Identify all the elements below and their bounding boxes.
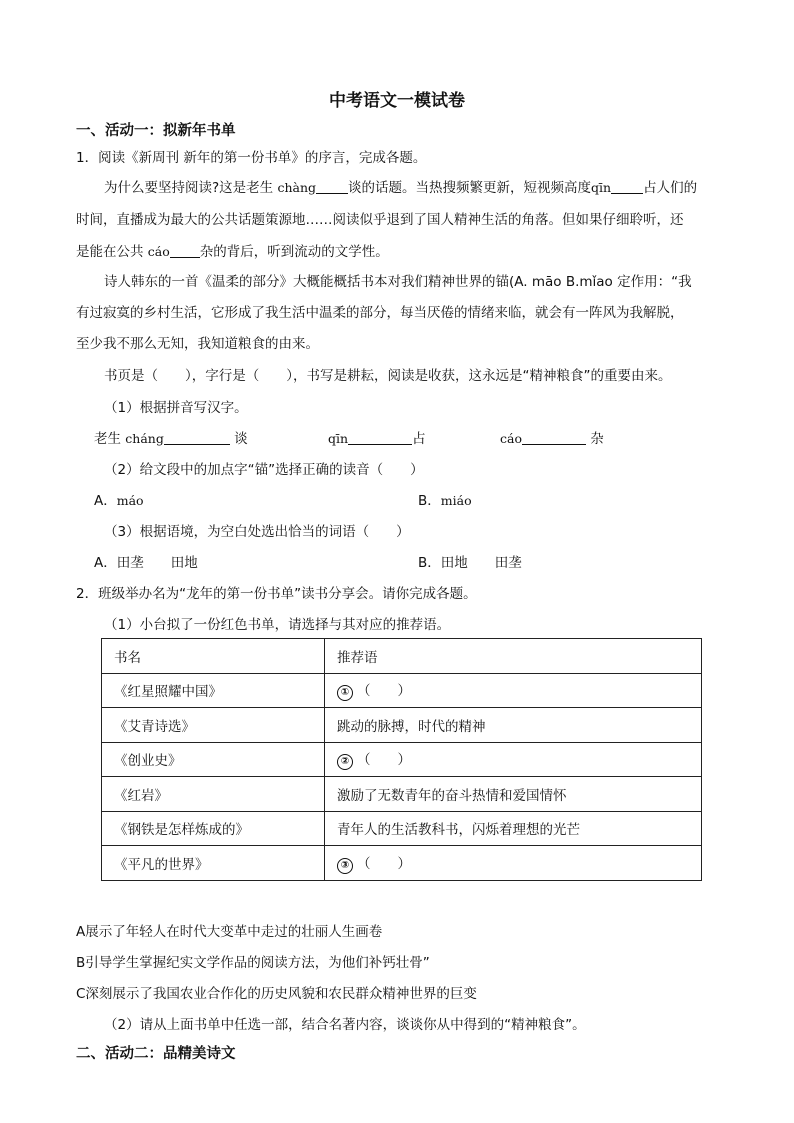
q2-option-a: A展示了年轻人在时代大变革中走过的壮丽人生画卷 bbox=[76, 924, 383, 940]
pinyin: cháng bbox=[125, 431, 164, 446]
q2-option-b: B引导学生掌握纪实文学作品的阅读方法，为他们补钙壮骨” bbox=[76, 955, 430, 971]
q2-sub1: （1）小台拟了一份红色书单，请选择与其对应的推荐语。 bbox=[104, 617, 451, 633]
table-cell-book: 《红岩》 bbox=[102, 777, 325, 812]
q2-option-c: C深刻展示了我国农业合作化的历史风貌和农民群众精神世界的巨变 bbox=[76, 986, 477, 1002]
table-cell-book: 《平凡的世界》 bbox=[102, 846, 325, 881]
passage-p2-line3: 至少我不那么无知，我知道粮食的由来。 bbox=[76, 336, 319, 352]
table-row bbox=[102, 673, 702, 708]
table-row bbox=[102, 742, 702, 777]
pinyin: chàng bbox=[277, 180, 317, 195]
q1-sub1-item-c bbox=[500, 427, 604, 447]
q1-sub1: （1）根据拼音写汉字。 bbox=[104, 400, 248, 416]
passage-p2-line1: 诗人韩东的一首《温柔的部分》大概能概括书本对我们精神世界的锚(A. māo B.mǐao 定作用：“我 bbox=[104, 274, 692, 290]
answer-blank[interactable] bbox=[164, 430, 230, 445]
table-header-row bbox=[102, 639, 702, 674]
passage-text: 杂的背后，听到流动的文学性。 bbox=[199, 244, 389, 260]
table-cell-book: 《艾青诗选》 bbox=[102, 708, 325, 743]
q1-sub2-option-b[interactable] bbox=[418, 489, 472, 509]
option-label: B． bbox=[418, 493, 441, 509]
table-header-recommendation: 推荐语 bbox=[325, 639, 702, 674]
table-header-book: 书名 bbox=[102, 639, 325, 674]
table-row bbox=[102, 708, 702, 743]
number-marker: ③ bbox=[337, 858, 353, 874]
option-text: miáo bbox=[440, 493, 472, 508]
book-list-table bbox=[101, 638, 702, 881]
passage-text: 为什么要坚持阅读?这是老生 bbox=[104, 180, 274, 196]
option-label: A． bbox=[94, 493, 117, 509]
q1-sub3-option-b[interactable]: B．田地 田垄 bbox=[418, 555, 522, 571]
passage-p1-line1 bbox=[104, 176, 697, 196]
answer-blank[interactable]: （ ） bbox=[357, 752, 411, 769]
table-cell-recommendation[interactable] bbox=[325, 846, 702, 881]
q1-sub3-option-a[interactable]: A．田垄 田地 bbox=[94, 555, 198, 571]
passage-text: 是能在公共 bbox=[76, 244, 144, 260]
table-cell-book: 《红星照耀中国》 bbox=[102, 673, 325, 708]
number-marker: ① bbox=[337, 685, 353, 701]
table-cell-book: 《钢铁是怎样炼成的》 bbox=[102, 811, 325, 846]
pinyin: qīn bbox=[591, 180, 612, 195]
answer-blank[interactable]: （ ） bbox=[357, 683, 411, 700]
q1-sub2: （2）给文段中的加点字“锚”选择正确的读音（ ） bbox=[104, 462, 424, 478]
table-row bbox=[102, 846, 702, 881]
blank-line bbox=[316, 179, 348, 194]
pinyin: qīn bbox=[328, 431, 349, 446]
q1-sub1-item-a bbox=[94, 427, 248, 447]
table-cell-recommendation[interactable] bbox=[325, 673, 702, 708]
q2-sub2: （2）请从上面书单中任选一部，结合名著内容，谈谈你从中得到的“精神粮食”。 bbox=[104, 1017, 586, 1033]
item-text: 杂 bbox=[590, 431, 604, 447]
table-row bbox=[102, 811, 702, 846]
table-row bbox=[102, 777, 702, 812]
table-cell-recommendation: 跳动的脉搏，时代的精神 bbox=[325, 708, 702, 743]
item-text: 占 bbox=[412, 431, 426, 447]
q1-sub1-item-b bbox=[328, 427, 426, 447]
item-text: 谈 bbox=[234, 431, 248, 447]
q1-sub2-option-a[interactable] bbox=[94, 489, 144, 509]
answer-blank[interactable] bbox=[522, 430, 586, 445]
passage-p3: 书页是（ ），字行是（ ），书写是耕耘，阅读是收获，这永远是“精神粮食”的重要由来。 bbox=[104, 368, 672, 384]
table-cell-book: 《创业史》 bbox=[102, 742, 325, 777]
section-heading-1: 一、活动一：拟新年书单 bbox=[76, 123, 236, 139]
passage-p1-line3 bbox=[76, 240, 389, 260]
passage-p1-line2: 时间，直播成为最大的公共话题策源地……阅读似乎退到了国人精神生活的角落。但如果仔细聆听，还 bbox=[76, 212, 684, 228]
page-title: 中考语文一模试卷 bbox=[329, 91, 465, 111]
pinyin: cáo bbox=[500, 431, 522, 446]
passage-text: 谈的话题。当热搜频繁更新，短视频高度 bbox=[348, 180, 592, 196]
question-1-stem: 1．阅读《新周刊 新年的第一份书单》的序言，完成各题。 bbox=[76, 150, 427, 166]
table-cell-recommendation[interactable] bbox=[325, 742, 702, 777]
blank-line bbox=[170, 243, 200, 258]
table-cell-recommendation: 激励了无数青年的奋斗热情和爱国情怀 bbox=[325, 777, 702, 812]
answer-blank[interactable]: （ ） bbox=[357, 855, 411, 872]
blank-line bbox=[611, 179, 643, 194]
table-cell-recommendation: 青年人的生活教科书，闪烁着理想的光芒 bbox=[325, 811, 702, 846]
q1-sub3: （3）根据语境，为空白处选出恰当的词语（ ） bbox=[104, 524, 410, 540]
answer-blank[interactable] bbox=[348, 430, 412, 445]
number-marker: ② bbox=[337, 754, 353, 770]
passage-text: 占人们的 bbox=[643, 180, 698, 196]
section-heading-2: 二、活动二：品精美诗文 bbox=[76, 1046, 236, 1062]
item-text: 老生 bbox=[94, 431, 121, 447]
question-2-stem: 2．班级举办名为“龙年的第一份书单”读书分享会。请你完成各题。 bbox=[76, 586, 477, 602]
option-text: máo bbox=[116, 493, 144, 508]
passage-p2-line2: 有过寂寞的乡村生活，它形成了我生活中温柔的部分，每当厌倦的情绪来临，就会有一阵风为我解脱， bbox=[76, 305, 684, 321]
pinyin: cáo bbox=[147, 244, 170, 259]
